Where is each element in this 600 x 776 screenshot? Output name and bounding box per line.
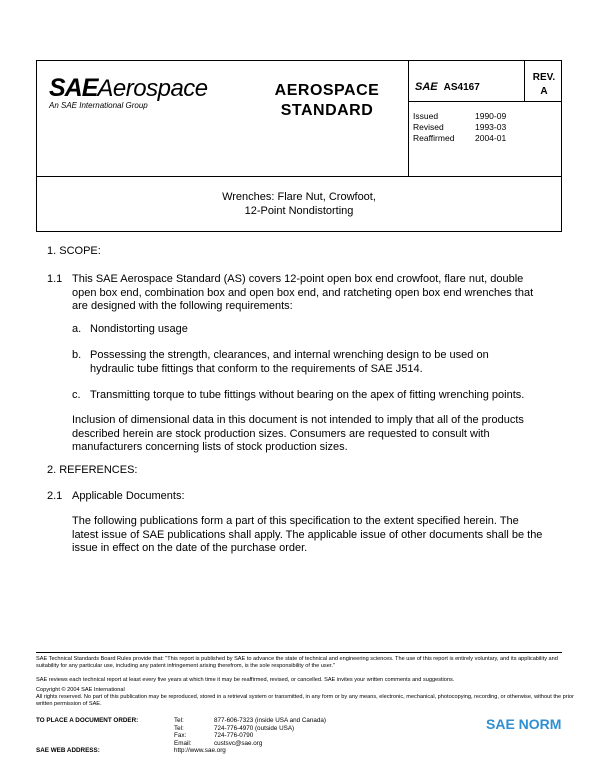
date-label: Reaffirmed — [413, 133, 455, 143]
list-item — [72, 349, 527, 376]
section-2-1-number: 2.1 — [47, 490, 63, 502]
date-value: 1990-09 — [475, 111, 507, 121]
list-item-text: Possessing the strength, clearances, and internal wrenching design to be used on hydraulic tube fittings that conform to the requirements of SAE J514. — [90, 349, 489, 375]
date-row — [413, 122, 506, 133]
list-item-text: Transmitting torque to tube fittings without bearing on the apex of fitting wrenching points. — [90, 389, 525, 401]
web-address-link[interactable]: http://www.sae.org — [174, 747, 226, 754]
date-value: 1993-03 — [475, 122, 507, 132]
date-row — [413, 111, 506, 122]
doc-number: AS4167 — [443, 82, 480, 93]
document-number — [415, 81, 480, 93]
list-item-mark: c. — [72, 389, 81, 401]
order-label: TO PLACE A DOCUMENT ORDER: — [36, 717, 139, 724]
standard-title-line2: STANDARD — [280, 102, 374, 119]
section-1-1-text: This SAE Aerospace Standard (AS) covers 12-point open box end crowfoot, flare nut, double open box end, combination box and open box end, and ratcheting open box end wrenches that are designed with the following requirements: — [72, 273, 534, 312]
rev-underline — [408, 101, 562, 102]
list-item — [72, 323, 527, 337]
contact-value: 724-776-0790 — [214, 732, 254, 740]
footer-copyright: Copyright © 2004 SAE International — [36, 687, 125, 693]
rev-label: REV. — [532, 72, 556, 83]
sae-aerospace-logo — [49, 74, 208, 110]
document-title-box — [36, 176, 562, 232]
list-item-mark: b. — [72, 349, 82, 361]
list-item-mark: a. — [72, 323, 82, 335]
header-box — [36, 60, 562, 177]
footer-rule — [36, 652, 562, 653]
list-item — [72, 389, 527, 403]
contact-label: Fax: — [174, 732, 187, 740]
contact-email[interactable]: custsvc@sae.org — [214, 739, 263, 747]
date-block — [413, 111, 506, 144]
footer-rights: All rights reserved. No part of this publication may be reproduced, stored in a retrieval system or transmitted, in any form or by any means, electronic, mechanical, photocopying, recording, or otherwise, without the prior written permission of SAE. — [36, 694, 574, 707]
contact-value: 877-606-7323 (inside USA and Canada) — [214, 717, 327, 724]
web-address-label: SAE WEB ADDRESS: — [36, 747, 100, 754]
document-title-line2: 12-Point Nondistorting — [244, 205, 354, 217]
contact-value: 724-776-4970 (outside USA) — [214, 724, 295, 732]
logo-subtitle: An SAE International Group — [49, 101, 148, 110]
sae-norm-watermark — [483, 716, 561, 732]
contact-label: Tel: — [174, 724, 184, 732]
logo-sae: SAE — [49, 74, 98, 102]
rev-value: A — [540, 86, 548, 97]
footer-note-rules: SAE Technical Standards Board Rules provide that: "This report is published by SAE to advance the state of technical and engineering sciences. The use of this report is entirely voluntary, and its applicability and suitability for any particular use, including any patent infringement arising therefrom, is the sole responsibility of the user." — [36, 656, 558, 669]
inclusion-paragraph: Inclusion of dimensional data in this document is not intended to imply that all of the products described herein are stock production sizes. Consumers are requested to consult with manufacturers concerning lists of stock production sizes. — [72, 414, 524, 453]
doc-prefix: SAE — [415, 81, 438, 93]
date-row — [413, 133, 506, 144]
logo-aerospace: Aerospace — [97, 75, 208, 102]
section-1-heading: 1. SCOPE: — [47, 245, 101, 257]
section-2-1-heading: Applicable Documents: — [72, 490, 185, 502]
date-label: Issued — [413, 111, 439, 121]
date-value: 2004-01 — [475, 133, 507, 143]
list-item-text: Nondistorting usage — [90, 323, 188, 335]
contact-label: Email: — [174, 739, 192, 747]
footer-note-review: SAE reviews each technical report at least every five years at which time it may be reaffirmed, revised, or cancelled. SAE invites your written comments and suggestions. — [36, 677, 455, 683]
contact-label: Tel: — [174, 717, 184, 724]
standard-title-line1: AEROSPACE — [274, 82, 380, 99]
header-divider — [408, 61, 409, 177]
watermark-text: SAE NORM — [486, 716, 562, 732]
revision — [525, 71, 563, 99]
section-1-1-number: 1.1 — [47, 273, 63, 285]
standard-title — [255, 81, 399, 121]
section-2-1-paragraph: The following publications form a part of this specification to the extent specified herein. The latest issue of SAE publications shall apply. The applicable issue of other documents shall be the issue in effect on the date of the purchase order. — [72, 515, 543, 554]
date-label: Revised — [413, 122, 444, 132]
section-2-heading: 2. REFERENCES: — [47, 464, 138, 476]
document-title-line1: Wrenches: Flare Nut, Crowfoot, — [222, 191, 376, 203]
